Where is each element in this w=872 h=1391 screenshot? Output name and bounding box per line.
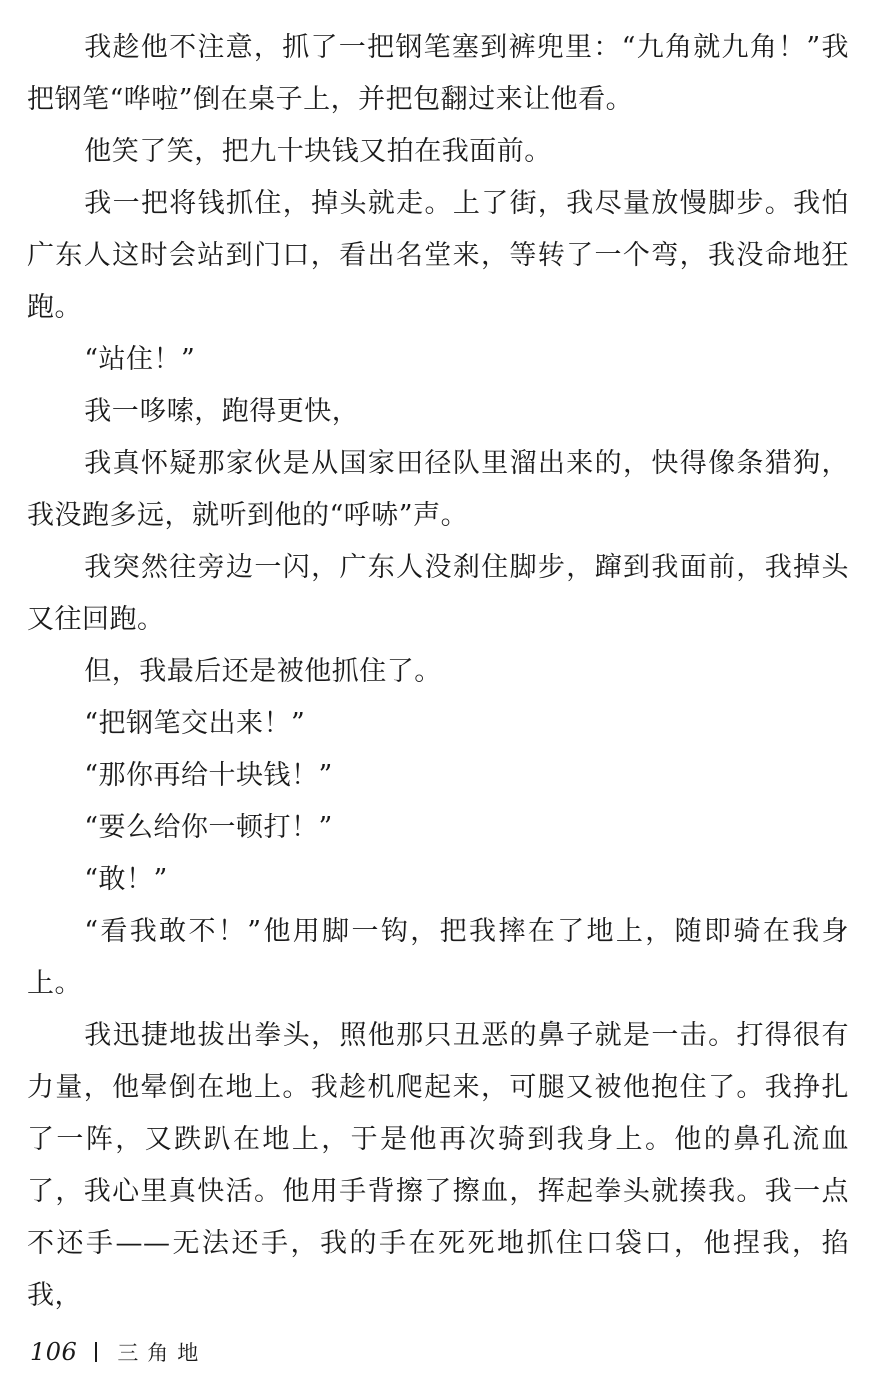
paragraph-6: 我真怀疑那家伙是从国家田径队里溜出来的，快得像条猎狗，我没跑多远，就听到他的“呼哧”声。 bbox=[27, 448, 849, 531]
paragraph-14: 我迅捷地拔出拳头，照他那只丑恶的鼻子就是一击。打得很有力量，他晕倒在地上。我趁机爬起来，可腿又被他抱住了。我挣扎了一阵，又跌趴在地上，于是他再次骑到我身上。他的鼻孔流血了，我心里真快活。他用手背擦了擦血，挥起拳头就揍我。我一点不还手——无法还手，我的手在死死地抓住口袋口，他捏我，掐我， bbox=[27, 1020, 849, 1311]
paragraph-5: 我一哆嗦，跑得更快， bbox=[84, 396, 360, 427]
paragraph-7: 我突然往旁边一闪，广东人没刹住脚步，蹿到我面前，我掉头又往回跑。 bbox=[27, 552, 849, 635]
paragraph-12: “敢！” bbox=[84, 864, 168, 895]
paragraph-13: “看我敢不！”他用脚一钩，把我摔在了地上，随即骑在我身上。 bbox=[27, 916, 849, 999]
page-footer bbox=[30, 1332, 207, 1372]
paragraph-8: 但，我最后还是被他抓住了。 bbox=[84, 656, 442, 687]
paragraph-9: “把钢笔交出来！” bbox=[84, 708, 306, 739]
paragraph-11: “要么给你一顿打！” bbox=[84, 812, 333, 843]
paragraph-4: “站住！” bbox=[84, 344, 196, 375]
page-number: 106 bbox=[30, 1338, 78, 1366]
book-title: 三角地 bbox=[117, 1341, 208, 1365]
paragraph-10: “那你再给十块钱！” bbox=[84, 760, 333, 791]
footer-divider bbox=[95, 1342, 97, 1362]
paragraph-2: 他笑了笑，把九十块钱又拍在我面前。 bbox=[84, 136, 552, 167]
paragraph-3: 我一把将钱抓住，掉头就走。上了街，我尽量放慢脚步。我怕广东人这时会站到门口，看出名堂来，等转了一个弯，我没命地狂跑。 bbox=[27, 188, 849, 323]
paragraph-1: 我趁他不注意，抓了一把钢笔塞到裤兜里：“九角就九角！”我把钢笔“哗啦”倒在桌子上，并把包翻过来让他看。 bbox=[27, 32, 849, 115]
page-body bbox=[27, 22, 849, 1322]
